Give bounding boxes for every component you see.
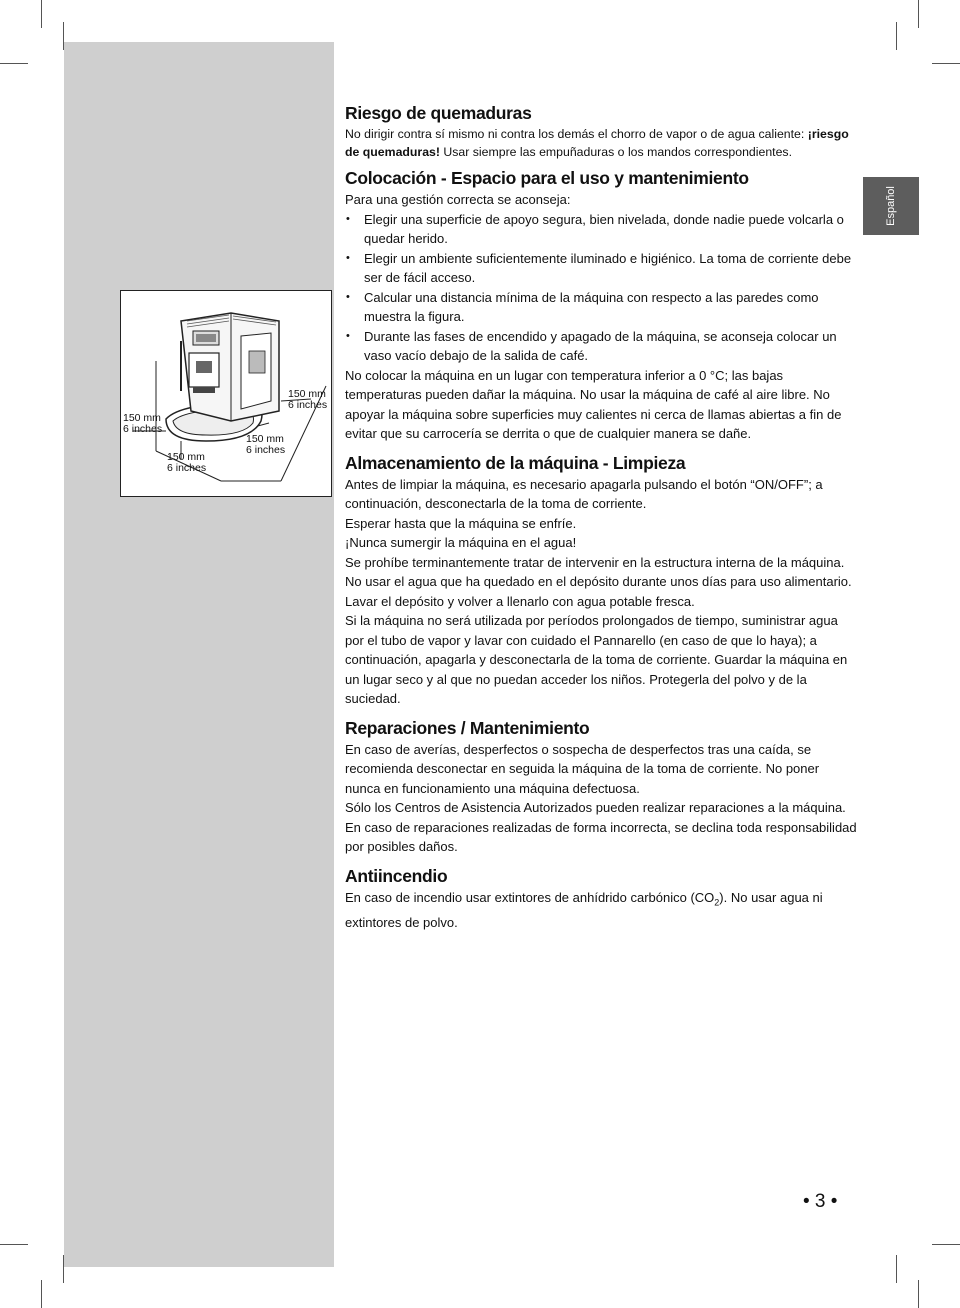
paragraph: No usar el agua que ha quedado en el depósito durante unos días para uso alimentario. Lavar el depósito y volver a llenarlo con agua potable fresca. bbox=[345, 574, 852, 609]
paragraph: Sólo los Centros de Asistencia Autorizados pueden realizar reparaciones a la máquina. En caso de reparaciones realizadas de forma incorrecta, se declina toda responsabilidad por posibles daños. bbox=[345, 800, 857, 854]
dimension-label-front: 150 mm 6 inches bbox=[167, 451, 207, 474]
crop-mark bbox=[932, 1244, 960, 1245]
crop-mark bbox=[0, 63, 28, 64]
list-item: • Durante las fases de encendido y apagado de la máquina, se aconseja colocar un vaso vacío debajo de la salida de café. bbox=[345, 327, 857, 366]
crop-mark bbox=[0, 1244, 28, 1245]
paragraph: No colocar la máquina en un lugar con temperatura inferior a 0 °C; las bajas temperaturas pueden dañar la máquina. No usar la máquina de café al aire libre. No apoyar la máquina sobre superficies muy calientes ni cerca de llamas abiertas a fin de evitar que su carrocería se derrita o que de cualquier manera se dañe. bbox=[345, 367, 842, 441]
dimension-label-right: 150 mm 6 inches bbox=[288, 388, 328, 411]
paragraph: ¡Nunca sumergir la máquina en el agua! bbox=[345, 535, 577, 550]
section-title: Reparaciones / Mantenimiento bbox=[345, 717, 590, 738]
list-item: • Elegir un ambiente suficientemente iluminado e higiénico. La toma de corriente debe ser de fácil acceso. bbox=[345, 249, 857, 288]
section-colocacion bbox=[345, 167, 857, 444]
paragraph: En caso de averías, desperfectos o sospecha de desperfectos tras una caída, se recomienda desconectar en seguida la máquina de la toma de corriente. No poner nunca en funcionamiento una máquina defectuosa. bbox=[345, 741, 820, 796]
crop-mark bbox=[41, 0, 42, 28]
dimension-label-left: 150 mm 6 inches bbox=[123, 412, 163, 435]
section-almacenamiento bbox=[345, 452, 857, 709]
crop-mark bbox=[918, 1280, 919, 1308]
section-riesgo bbox=[345, 102, 857, 161]
section-title: Riesgo de quemaduras bbox=[345, 103, 532, 123]
placement-figure bbox=[120, 290, 332, 497]
crop-mark bbox=[932, 63, 960, 64]
section-title: Colocación - Espacio para el uso y mantenimiento bbox=[345, 168, 749, 188]
section-title: Almacenamiento de la máquina - Limpieza bbox=[345, 452, 686, 473]
main-content bbox=[345, 102, 857, 938]
paragraph: En caso de incendio usar extintores de anhídrido carbónico $(CO_2)$. No usar agua ni extintores de polvo. bbox=[345, 889, 823, 930]
section-title: Antiincendio bbox=[345, 865, 448, 886]
crop-mark bbox=[41, 1280, 42, 1308]
paragraph: Si la máquina no será utilizada por períodos prolongados de tiempo, suministrar agua por el tubo de vapor y lavar con cuidado el Pannarello (en caso de que lo haya); a continuación, apagarla y desconectarla de la toma de corriente. Guardar la máquina en un lugar seco y al que no puedan acceder los niños. Protegerla del polvo y de la suciedad. bbox=[345, 613, 848, 706]
crop-mark bbox=[918, 0, 919, 28]
page-number: • 3 • bbox=[803, 1191, 838, 1212]
paragraph: Para una gestión correcta se aconseja: bbox=[345, 192, 571, 207]
dimension-label-right-front: 150 mm 6 inches bbox=[246, 433, 286, 456]
crop-mark bbox=[896, 1255, 897, 1283]
section-reparaciones bbox=[345, 717, 857, 857]
sidebar-panel bbox=[64, 42, 334, 1267]
crop-mark bbox=[896, 22, 897, 50]
paragraph: Se prohíbe terminantemente tratar de intervenir en la estructura interna de la máquina. bbox=[345, 554, 845, 570]
list-item: • Calcular una distancia mínima de la máquina con respecto a las paredes como muestra la figura. bbox=[345, 288, 857, 327]
list-item: • Elegir una superficie de apoyo segura, bien nivelada, donde nadie puede volcarla o quedar herido. bbox=[345, 210, 857, 249]
section-antiincendio bbox=[345, 865, 857, 933]
bullet-list bbox=[345, 210, 857, 366]
paragraph: Antes de limpiar la máquina, es necesario apagarla pulsando el botón “ON/OFF”; a continuación, desconectarla de la toma de corriente. bbox=[345, 476, 823, 511]
paragraph: No dirigir contra sí mismo ni contra los demás el chorro de vapor o de agua caliente: ¡riesgo de quemaduras! Usar siempre las empuñaduras o los mandos correspondientes. bbox=[345, 127, 849, 159]
paragraph: Esperar hasta que la máquina se enfríe. bbox=[345, 515, 577, 531]
language-tab bbox=[863, 177, 919, 235]
language-tab-label: Español bbox=[885, 186, 897, 226]
